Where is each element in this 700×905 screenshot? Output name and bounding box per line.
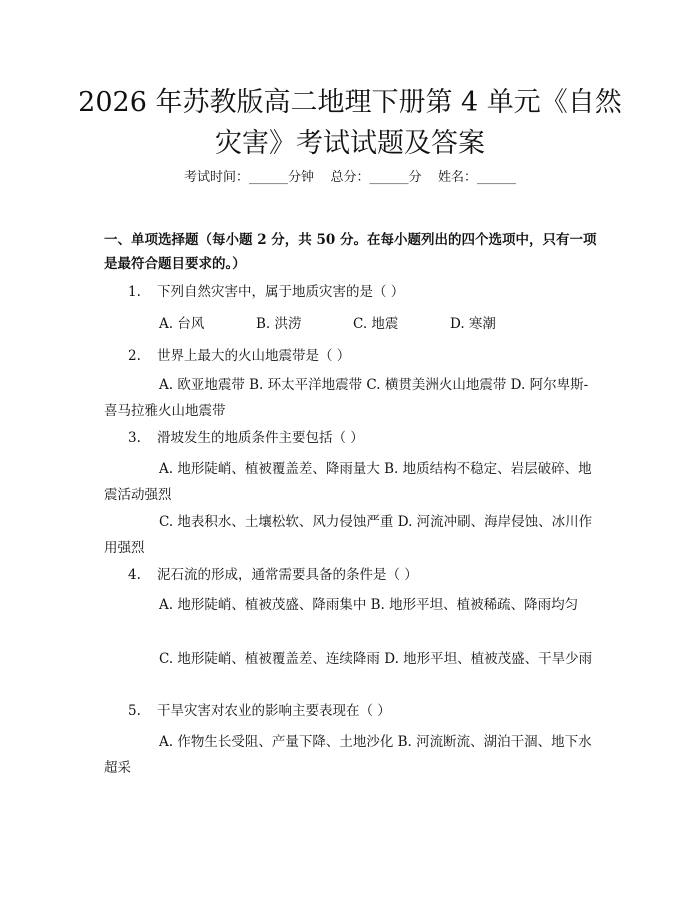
question-stem: 干旱灾害对农业的影响主要表现在（ ） [157, 703, 391, 719]
question-number: 2. [128, 348, 141, 364]
option-d: D. 寒潮 [450, 316, 496, 332]
question-5-options-ab: A. 作物生长受阻、产量下降、土地沙化 B. 河流断流、湖泊干涸、地下水超采 [104, 734, 592, 776]
section-heading: 一、单项选择题（每小题 2 分，共 50 分。在每小题列出的四个选项中，只有一项是最符合题目要求的。） [104, 232, 597, 272]
question-2-options: A. 欧亚地震带 B. 环太平洋地震带 C. 横贯美洲火山地震带 D. 阿尔卑斯-喜马拉雅火山地震带 [104, 377, 589, 419]
question-3 [128, 428, 598, 448]
question-3-options-ab: A. 地形陡峭、植被覆盖差、降雨量大 B. 地质结构不稳定、岩层破碎、地震活动强烈 [104, 461, 592, 503]
option-b: B. 洪涝 [256, 316, 302, 332]
question-2 [128, 346, 598, 366]
option-a: A. 台风 [159, 316, 205, 332]
question-5 [128, 701, 598, 721]
question-stem: 泥石流的形成，通常需要具备的条件是（ ） [157, 567, 418, 583]
title-line-2: 灾害》考试试题及答案 [215, 128, 485, 159]
question-3-options-cd: C. 地表积水、土壤松软、风力侵蚀严重 D. 河流冲刷、海岸侵蚀、冰川作用强烈 [104, 514, 593, 556]
question-number: 1. [128, 284, 141, 300]
question-4-options-cd: C. 地形陡峭、植被覆盖差、连续降雨 D. 地形平坦、植被茂盛、干旱少雨 [159, 651, 593, 667]
question-number: 4. [128, 567, 141, 583]
question-stem: 下列自然灾害中，属于地质灾害的是（ ） [157, 284, 405, 300]
question-4-options-ab: A. 地形陡峭、植被茂盛、降雨集中 B. 地形平坦、植被稀疏、降雨均匀 [159, 597, 579, 613]
option-c: C. 地震 [353, 316, 399, 332]
question-stem: 滑坡发生的地质条件主要包括（ ） [157, 430, 364, 446]
question-4 [128, 565, 598, 585]
question-number: 3. [128, 430, 141, 446]
question-1 [128, 282, 598, 302]
question-1-options [159, 314, 496, 334]
title-line-1: 2026 年苏教版高二地理下册第 4 单元《自然 [78, 87, 622, 118]
question-stem: 世界上最大的火山地震带是（ ） [157, 348, 351, 364]
question-number: 5. [128, 703, 141, 719]
document-title [60, 82, 640, 164]
exam-info-line: 考试时间：______分钟 总分：______分 姓名：______ [183, 170, 517, 185]
